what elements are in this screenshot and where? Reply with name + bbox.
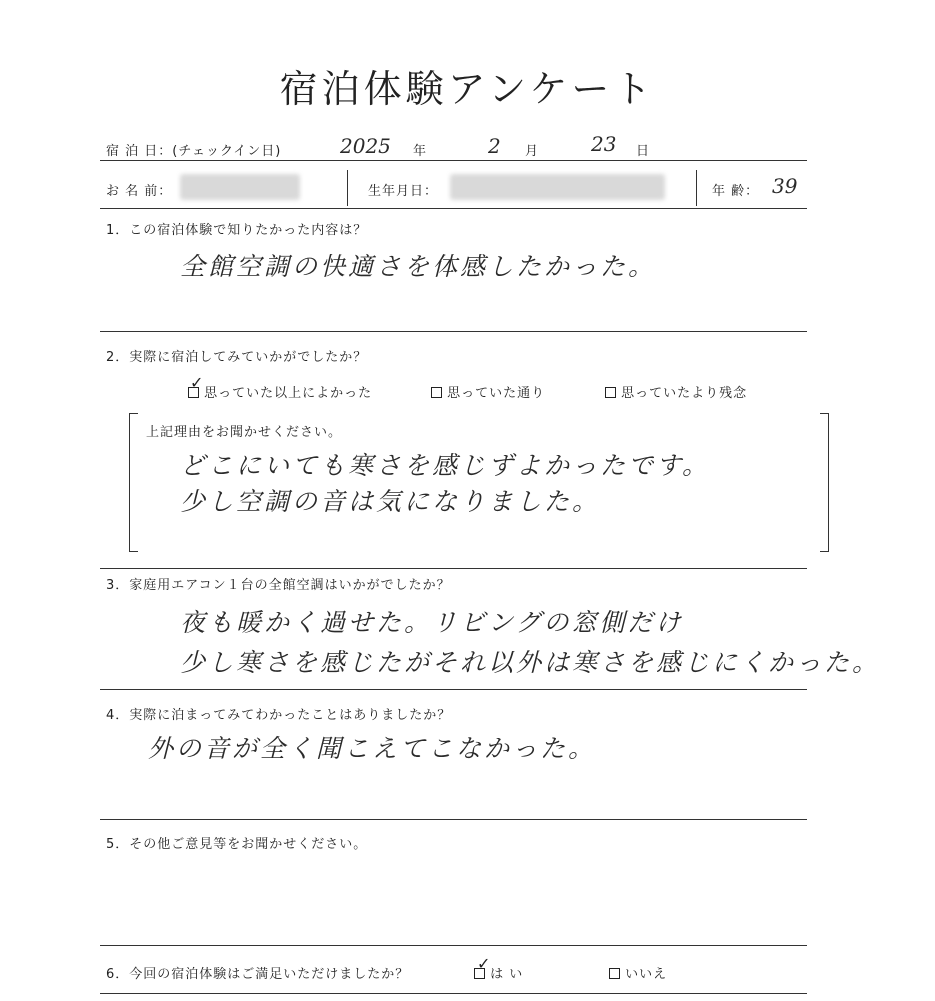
stay-day-value: 23: [591, 132, 617, 156]
age-value: 39: [772, 174, 798, 198]
q3-answer-line-2: 少し寒さを感じたがそれ以外は寒さを感じにくかった。: [180, 648, 881, 677]
q2-reason-line-2: 少し空調の音は気になりました。: [180, 487, 601, 516]
q2-option-1-check-icon: ✓: [190, 373, 205, 392]
stay-month-unit: 月: [525, 144, 540, 159]
q2-reason-line-1: どこにいても寒さを感じずよかったです。: [180, 451, 711, 480]
q2-rule: [100, 568, 807, 569]
q2-reason-bracket-left: [129, 413, 138, 552]
q2-option-2[interactable]: [431, 382, 545, 401]
q3-rule: [100, 689, 807, 690]
q2-option-3-label: 思っていたより残念: [621, 386, 748, 401]
stay-year-unit: 年: [413, 144, 428, 159]
q2-option-3-checkbox[interactable]: [605, 387, 616, 398]
q6-question: 6．今回の宿泊体験はご満足いただけましたか？: [106, 967, 410, 982]
q2-option-1-label: 思っていた以上によかった: [204, 386, 373, 401]
q6-option-yes-label: は い: [490, 967, 524, 982]
q2-reason-label: 上記理由をお聞かせください。: [146, 425, 343, 440]
q5-rule: [100, 945, 807, 946]
stay-date-label: 宿 泊 日：(チェックイン日): [106, 144, 282, 159]
stay-date-rule: [100, 160, 807, 161]
q2-option-2-checkbox[interactable]: [431, 387, 442, 398]
q2-question: 2．実際に宿泊してみていかがでしたか？: [106, 350, 368, 365]
q6-option-no-label: いいえ: [625, 967, 668, 982]
q6-rule: [100, 993, 807, 994]
q4-question: 4．実際に泊まってみてわかったことはありましたか？: [106, 708, 452, 723]
q2-option-1[interactable]: [188, 373, 373, 401]
birth-age-divider: [696, 170, 697, 206]
q1-question: 1．この宿泊体験で知りたかった内容は？: [106, 223, 368, 238]
stay-day-unit: 日: [636, 144, 651, 159]
form-title: 宿泊体験アンケート: [279, 67, 656, 111]
q3-answer-line-1: 夜も暖かく過せた。リビングの窓側だけ: [180, 608, 684, 637]
q6-option-yes-check-icon: ✓: [477, 954, 492, 973]
q2-reason-bracket-right: [820, 413, 829, 552]
age-label: 年 齢：: [712, 184, 760, 199]
q2-option-3[interactable]: [605, 382, 747, 401]
birth-label: 生年月日：: [368, 184, 439, 199]
q4-rule: [100, 819, 807, 820]
name-birth-divider: [347, 170, 348, 206]
name-redacted: [180, 174, 300, 200]
birth-redacted: [450, 174, 665, 200]
q6-option-no-checkbox[interactable]: [609, 968, 620, 979]
q5-question: 5．その他ご意見等をお聞かせください。: [106, 837, 368, 852]
q6-option-no[interactable]: [609, 963, 667, 982]
q1-answer: 全館空調の快適さを体感したかった。: [180, 252, 657, 281]
name-label: お 名 前：: [106, 184, 173, 199]
q4-answer: 外の音が全く聞こえてこなかった。: [148, 734, 597, 763]
q3-question: 3．家庭用エアコン１台の全館空調はいかがでしたか？: [106, 578, 451, 593]
q2-option-2-label: 思っていた通り: [447, 386, 546, 401]
q6-option-yes[interactable]: [474, 954, 524, 982]
stay-month-value: 2: [488, 134, 501, 158]
q1-rule: [100, 331, 807, 332]
stay-year-value: 2025: [340, 134, 391, 158]
name-row-rule: [100, 208, 807, 209]
